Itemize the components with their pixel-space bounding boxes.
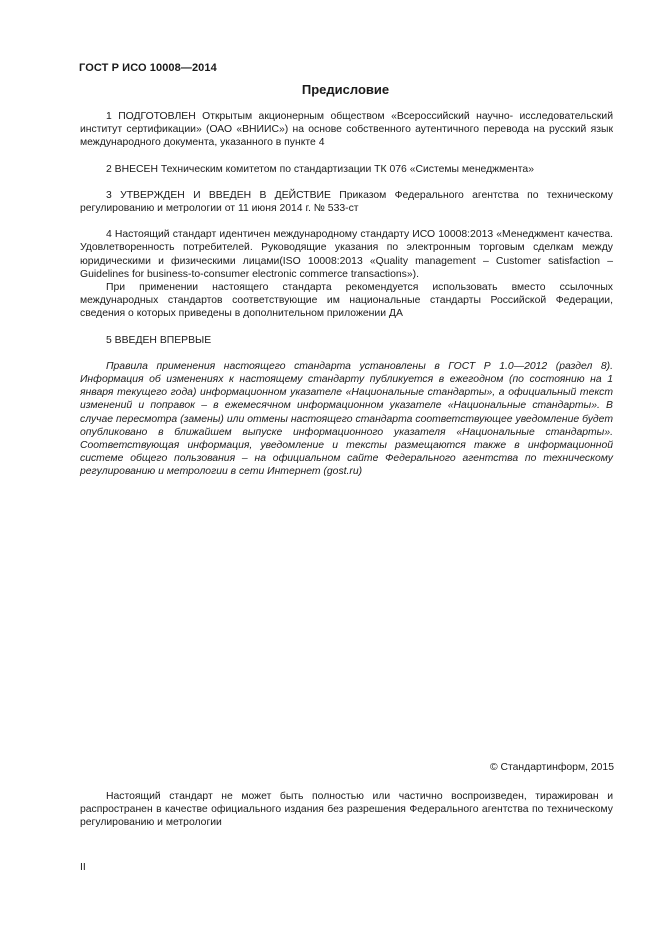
foreword-content <box>80 110 613 479</box>
reproduction-notice-text: Настоящий стандарт не может быть полностью или частично воспроизведен, тиражирован и распространен в качестве официального издания без разрешения Федерального агентства по техническому регулированию и метрологии <box>80 791 613 829</box>
section-title: Предисловие <box>301 82 390 97</box>
paragraph-5-introduced: 5 ВВЕДЕН ВПЕРВЫЕ <box>106 334 212 346</box>
document-header: ГОСТ Р ИСО 10008—2014 <box>79 62 217 74</box>
paragraph-2-submitted: 2 ВНЕСЕН Техническим комитетом по стандартизации ТК 076 «Системы менеджмента» <box>106 163 534 175</box>
application-rules-note: Правила применения настоящего стандарта установлены в ГОСТ Р 1.0—2012 (раздел 8). Информация об изменениях к настоящему стандарту публикуется в ежегодном (по состоянию на 1 января текущего года) информационном указателе «Национальные стандарты», а официальный текст изменений и поправок – в ежемесячном информационном указателе «Национальные стандарты». В случае пересмотра (замены) или отмены настоящего стандарта соответствующее уведомление будет опубликовано в ближайшем выпуске информационного указателя «Национальные стандарты». Соответствующая информация, уведомление и тексты размещаются также в информационной системе общего пользования – на официальном сайте Федерального агентства по техническому регулированию и метрологии в сети Интернет (gost.ru) <box>80 360 613 478</box>
copyright-line: © Стандартинформ, 2015 <box>489 762 614 773</box>
paragraph-3-approved: 3 УТВЕРЖДЕН И ВВЕДЕН В ДЕЙСТВИЕ Приказом Федерального агентства по техническому регулированию и метрологии от 11 июня 2014 г. № 533-ст <box>80 189 613 215</box>
page-number: II <box>80 862 86 873</box>
paragraph-4-references-note: При применении настоящего стандарта рекомендуется использовать вместо ссылочных международных стандартов соответствующие им национальные стандарты Российской Федерации, сведения о которых приведены в дополнительном приложении ДА <box>80 282 613 320</box>
paragraph-1-prepared: 1 ПОДГОТОВЛЕН Открытым акционерным обществом «Всероссийский научно- исследовательский институт сертификации» (ОАО «ВНИИС») на основе собственного аутентичного перевода на русский язык международного документа, указанного в пункте 4 <box>80 111 613 149</box>
paragraph-4-identical: 4 Настоящий стандарт идентичен международному стандарту ИСО 10008:2013 «Менеджмент качества. Удовлетворенность потребителей. Руководящие указания по электронным торговым сделкам между юридическими и физическими лицами(ISO 10008:2013 «Quality management – Customer satisfaction – Guidelines for business-to-consumer electronic commerce transactions»). <box>80 229 613 280</box>
reproduction-notice <box>80 790 613 830</box>
